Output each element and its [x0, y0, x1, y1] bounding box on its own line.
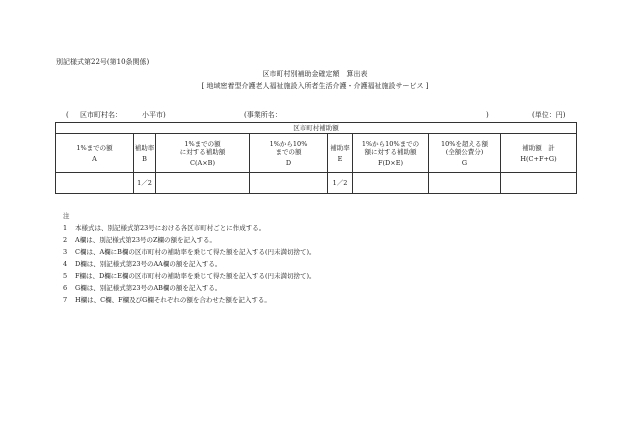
table-cell	[56, 173, 134, 194]
column-letter: G	[461, 158, 468, 167]
document-subtitle: [ 地域密着型介護老人福祉施設入所者生活介護・介護福祉施設サービス ]	[201, 82, 429, 90]
notes-list	[63, 222, 316, 306]
office-name-close-paren: )	[486, 111, 489, 119]
note-text: A欄は、別記様式第23号のZ欄の額を記入する。	[75, 236, 216, 244]
column-letter: E	[337, 154, 343, 163]
column-header-label: 補助率	[330, 143, 350, 152]
group-header: 区市町村補助額	[56, 123, 577, 134]
column-letter: H(C+F+G)	[520, 154, 557, 163]
note-text: C欄は、A欄にB欄の区市町村の補助率を乗じて得た額を記入する(円未満切捨て)。	[75, 248, 316, 256]
column-header	[429, 134, 501, 173]
column-letter: F(D×E)	[378, 158, 403, 167]
column-header-row	[56, 134, 577, 173]
column-header-label: 1%から10%までの	[361, 139, 420, 148]
note-number: 5	[63, 272, 68, 280]
column-letter: D	[285, 158, 292, 167]
column-header-label: に対する補助額	[179, 147, 226, 156]
column-letter: C(A×B)	[190, 158, 215, 167]
note-number: 2	[63, 236, 68, 244]
column-letter: A	[92, 154, 97, 163]
note-text: 本様式は、別記様式第23号における各区市町村ごとに作成する。	[75, 224, 266, 232]
column-header	[353, 134, 429, 173]
note-item	[63, 246, 316, 258]
column-header-label: までの額	[275, 147, 302, 156]
column-header	[156, 134, 250, 173]
notes-heading: 注	[63, 212, 70, 220]
table-cell: 1／2	[328, 173, 353, 194]
group-header-row	[56, 123, 577, 134]
table-cell	[501, 173, 577, 194]
column-header	[501, 134, 577, 173]
column-header	[250, 134, 328, 173]
document-title: 区市町村別補助金確定額 算出表	[262, 70, 368, 78]
column-header-label: 10%を超える額	[441, 139, 488, 148]
column-header-label: 1%までの額	[184, 139, 221, 148]
note-item	[63, 234, 316, 246]
subsidy-calculation-table	[55, 122, 577, 194]
note-number: 3	[63, 248, 68, 256]
note-item	[63, 270, 316, 282]
column-header	[56, 134, 134, 173]
municipality-name: 小平市)	[142, 111, 166, 119]
note-text: H欄は、C欄、F欄及びG欄それぞれの額を合わせた額を記入する。	[75, 296, 271, 304]
column-header-label: 補助率	[134, 143, 155, 152]
notes-section	[63, 210, 316, 306]
note-item	[63, 258, 316, 270]
unit-label: (単位：円)	[532, 111, 566, 119]
column-header-label: 1%までの額	[76, 143, 113, 152]
note-text: F欄は、D欄にE欄の区市町村の補助率を乗じて得た額を記入する(円未満切捨て)。	[75, 272, 316, 280]
form-number: 別記様式第22号(第10条関係)	[56, 58, 150, 66]
table-cell	[250, 173, 328, 194]
table-cell	[353, 173, 429, 194]
column-header	[328, 134, 353, 173]
column-header-label: 額に対する補助額	[364, 147, 417, 156]
table-cell	[429, 173, 501, 194]
note-text: D欄は、別記様式第23号のAA欄の額を記入する。	[75, 260, 222, 268]
note-number: 1	[63, 224, 68, 232]
municipality-label: 区市町村名：	[80, 111, 122, 119]
note-item	[63, 222, 316, 234]
column-header-label: 補助額 計	[522, 143, 555, 152]
note-number: 6	[63, 284, 68, 292]
office-name-label: (事業所名：	[244, 111, 282, 119]
table-row	[56, 173, 577, 194]
column-header	[134, 134, 156, 173]
municipality-open-paren: (	[66, 111, 69, 119]
column-header-label: 1%から10%	[269, 139, 308, 148]
note-number: 7	[63, 296, 68, 304]
column-header-label: (全額公費分)	[445, 147, 484, 156]
table-cell: 1／2	[134, 173, 156, 194]
table-cell	[156, 173, 250, 194]
note-item	[63, 294, 316, 306]
note-number: 4	[63, 260, 68, 268]
column-letter: B	[142, 154, 147, 163]
note-item	[63, 282, 316, 294]
note-text: G欄は、別記様式第23号のAB欄の額を記入する。	[75, 284, 222, 292]
